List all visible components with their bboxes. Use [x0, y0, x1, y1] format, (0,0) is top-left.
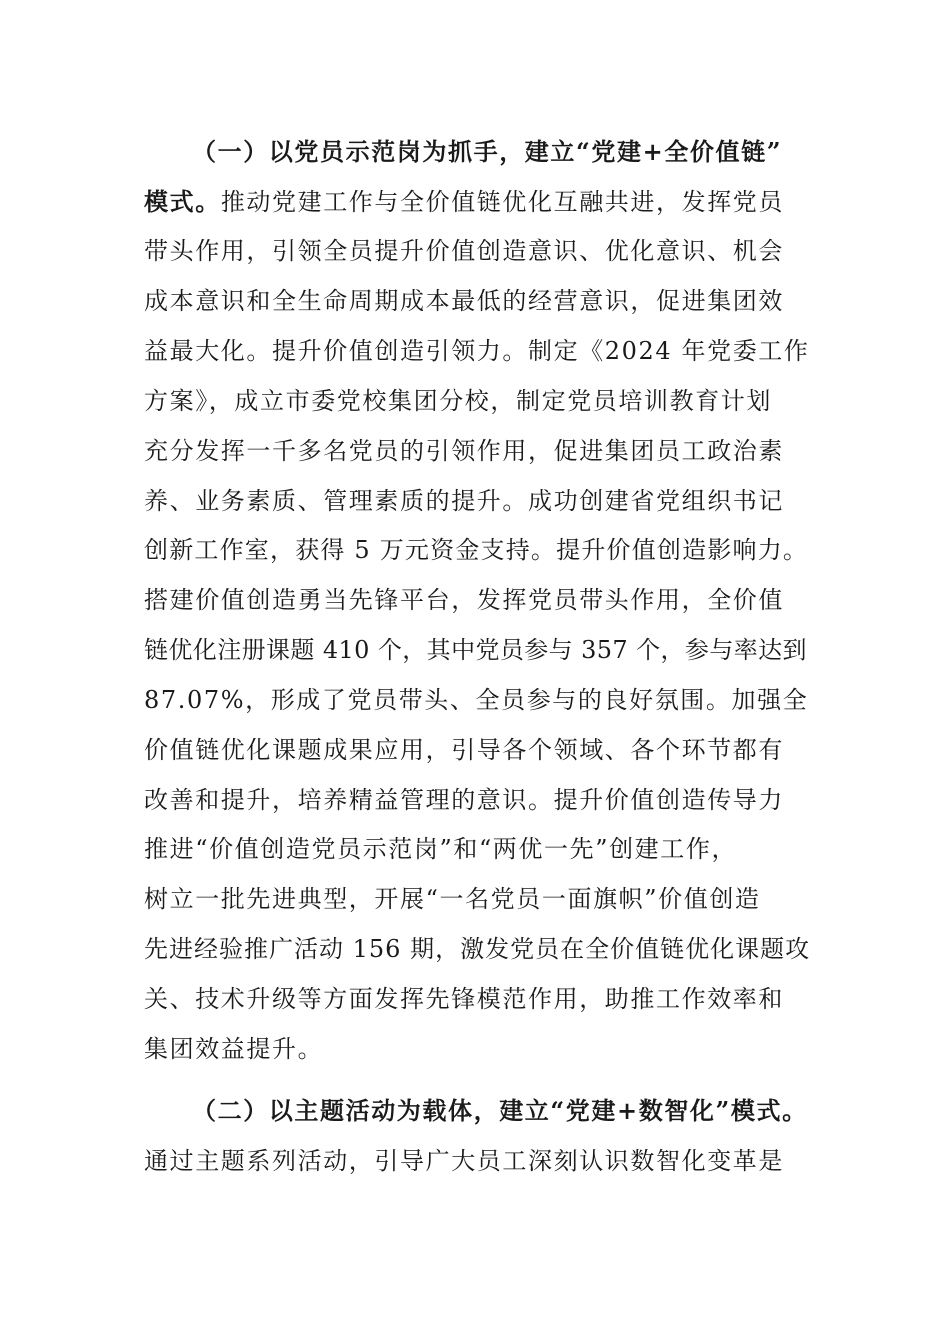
section-1-line-15: 树立一批先进典型，开展“一名党员一面旗帜”价值创造 [144, 885, 761, 913]
section-1-line-9: 搭建价值创造勇当先锋平台，发挥党员带头作用，全价值 [144, 586, 784, 614]
section-1-heading: （一）以党员示范岗为抓手，建立“党建+全价值链” [192, 137, 783, 166]
section-1-line-1-text: 推动党建工作与全价值链优化互融共进，发挥党员 [220, 188, 785, 216]
section-1-line-7: 养、业务素质、管理素质的提升。成功创建省党组织书记 [144, 487, 784, 515]
section-1-line-8: 创新工作室，获得 5 万元资金支持。提升价值创造影响力。 [144, 536, 809, 564]
section-1-line-5: 方案》，成立市委党校集团分校，制定党员培训教育计划 [144, 387, 772, 415]
section-1-line-18: 集团效益提升。 [144, 1035, 324, 1063]
section-1-line-13: 改善和提升，培养精益管理的意识。提升价值创造传导力 [144, 786, 784, 814]
section-1-line-1 [144, 182, 784, 222]
section-2-line-1: 通过主题系列活动，引导广大员工深刻认识数智化变革是 [144, 1147, 784, 1175]
section-1-line-10: 链优化注册课题 410 个，其中党员参与 357 个，参与率达到 [144, 636, 807, 664]
section-1-line-4: 益最大化。提升价值创造引领力。制定《2024 年党委工作 [144, 337, 810, 365]
section-1-line-14: 推进“价值创造党员示范岗”和“两优一先”创建工作， [144, 835, 738, 863]
section-1-line-6: 充分发挥一千多名党员的引领作用，促进集团员工政治素 [144, 437, 784, 465]
section-1-line-16: 先进经验推广活动 156 期，激发党员在全价值链优化课题攻 [144, 935, 811, 963]
section-1-line-12: 价值链优化课题成果应用，引导各个领域、各个环节都有 [144, 736, 784, 764]
section-1-line-17: 关、技术升级等方面发挥先锋模范作用，助推工作效率和 [144, 985, 784, 1013]
section-1-line-3: 成本意识和全生命周期成本最低的经营意识，促进集团效 [144, 287, 784, 315]
section-1-line-11: 87.07%，形成了党员带头、全员参与的良好氛围。加强全 [144, 686, 809, 714]
section-2-heading: （二）以主题活动为载体，建立“党建+数智化”模式。 [192, 1096, 808, 1125]
section-1-heading-end: 模式。 [144, 187, 221, 216]
section-1-line-2: 带头作用，引领全员提升价值创造意识、优化意识、机会 [144, 237, 784, 265]
